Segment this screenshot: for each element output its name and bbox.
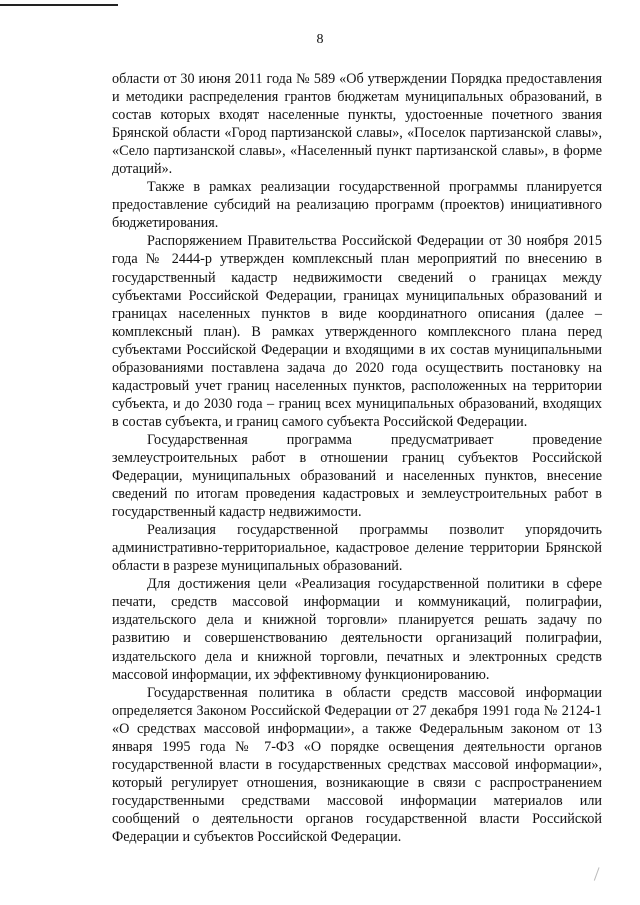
page-number: 8 [316, 32, 324, 47]
paragraph-land-works: Государственная программа предусматривает проведение землеустроительных работ в отношении границ субъектов Российской Федерации, муниципальных образований и населенных пунктов, внесение сведений по итогам проведения кадастровых и землеустроительных работ в государственный кадастр недвижимости. [112, 431, 602, 521]
paragraph-media-goal: Для достижения цели «Реализация государственной политики в сфере печати, средств массовой информации и коммуникаций, полиграфии, издательского дела и книжной торговли» планируется решать задачу по развитию и совершенствованию деятельности организаций полиграфии, издательского дела и книжной торговли, печатных и электронных средств массовой информации, их эффективному функционированию. [112, 576, 602, 683]
paragraph-media-law: Государственная политика в области средств массовой информации определяется Законом Российской Федерации от 27 декабря 1991 года № 2124-1 «О средствах массовой информации», а также Федеральным законом от 13 января 1995 года № 7-ФЗ «О порядке освещения деятельности органов государственной власти в государственных средствах массовой информации», который регулирует отношения, возникающие в связи с распространением государственными средствами массовой информации материалов или сообщений о деятельности органов государственной власти Российской Федерации и субъектов Российской Федерации. [112, 684, 602, 845]
paragraph-program-result: Реализация государственной программы позволит упорядочить административно-территориальное, кадастровое деление территории Брянской области в разрезе муниципальных образований. [112, 522, 602, 575]
paragraph-continued: области от 30 июня 2011 года № 589 «Об утверждении Порядка предоставления и методики распределения грантов бюджетам муниципальных образований, в состав которых входят населенные пункты, удостоенные почетного звания Брянской области «Город партизанской славы», «Поселок партизанской славы», «Село партизанской славы», «Населенный пункт партизанской славы», в форме дотаций». [112, 71, 602, 178]
top-rule [0, 4, 118, 6]
paragraph-subsidies: Также в рамках реализации государственной программы планируется предоставление субсидий на реализацию программ (проектов) инициативного бюджетирования. [112, 179, 602, 232]
document-body [112, 70, 602, 846]
paragraph-cadastre-plan: Распоряжением Правительства Российской Федерации от 30 ноября 2015 года № 2444-р утвержден комплексный план мероприятий по внесению в государственный кадастр недвижимости сведений о границах между субъектами Российской Федерации, границах муниципальных образований и границах населенных пунктов в виде координатного описания (далее – комплексный план). В рамках утвержденного комплексного плана перед субъектами Российской Федерации и входящими в их состав муниципальными образованиями поставлена задача до 2020 года осуществить постановку на кадастровый учет границ населенных пунктов, расположенных на территории субъекта, и до 2030 года – границ всех муниципальных образований, входящих в состав субъекта, и границ самого субъекта Российской Федерации. [112, 233, 602, 430]
margin-mark [594, 867, 605, 883]
